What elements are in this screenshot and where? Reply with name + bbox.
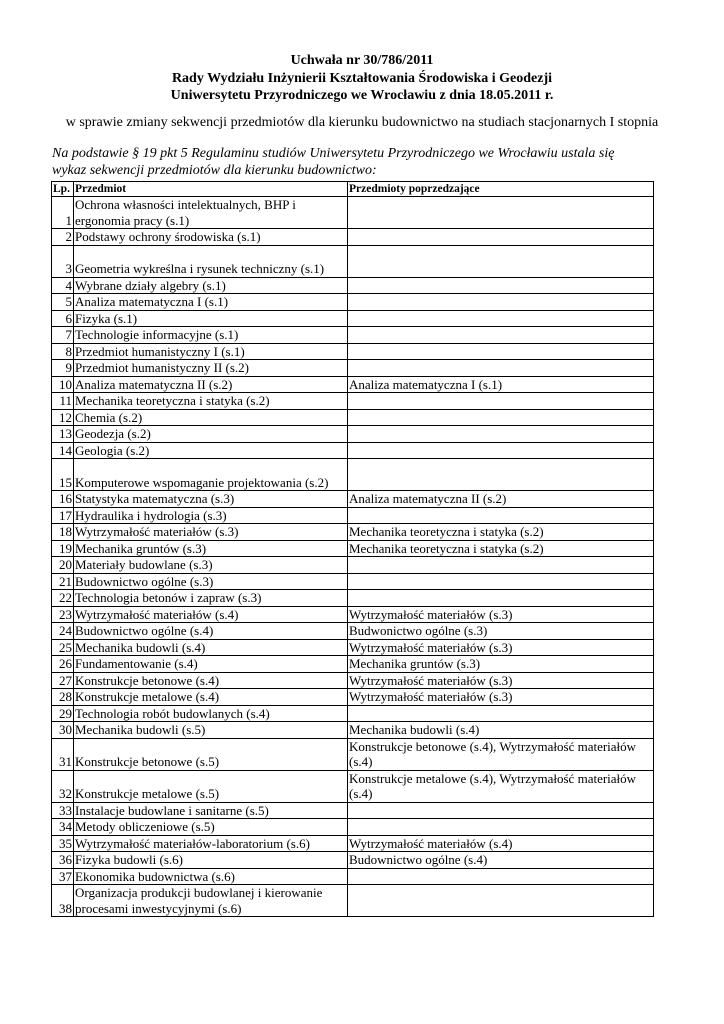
row-number: 14	[52, 442, 74, 459]
prerequisites-cell	[348, 590, 654, 607]
row-number: 2	[52, 229, 74, 246]
prerequisites-cell	[348, 229, 654, 246]
prerequisites-cell	[348, 459, 654, 491]
table-row	[52, 672, 654, 689]
prerequisites-cell: Mechanika gruntów (s.3)	[348, 656, 654, 673]
subject-cell: Organizacja produkcji budowlanej i kierowanie procesami inwestycyjnymi (s.6)	[74, 885, 348, 917]
table-row	[52, 376, 654, 393]
table-row	[52, 491, 654, 508]
prerequisites-cell	[348, 310, 654, 327]
header-lp: Lp.	[52, 182, 74, 197]
subject-cell: Konstrukcje betonowe (s.4)	[74, 672, 348, 689]
prerequisites-cell	[348, 277, 654, 294]
heading-line-2: Rady Wydziału Inżynierii Kształtowania Środowiska i Geodezji	[171, 70, 553, 86]
table-row	[52, 606, 654, 623]
row-number: 20	[52, 557, 74, 574]
prerequisites-cell	[348, 360, 654, 377]
heading-line-1: Uchwała nr 30/786/2011	[290, 53, 434, 68]
table-row	[52, 229, 654, 246]
prerequisites-cell	[348, 557, 654, 574]
subject-cell: Technologia betonów i zapraw (s.3)	[74, 590, 348, 607]
row-number: 38	[52, 885, 74, 917]
subject-cell: Fundamentowanie (s.4)	[74, 656, 348, 673]
table-row	[52, 573, 654, 590]
table-row	[52, 507, 654, 524]
table-row	[52, 770, 654, 802]
subject-cell: Ochrona własności intelektualnych, BHP i ergonomia pracy (s.1)	[74, 197, 348, 229]
prerequisites-cell	[348, 705, 654, 722]
heading-line-3: Uniwersytetu Przyrodniczego we Wrocławiu z dnia 18.05.2011 r.	[170, 88, 554, 103]
row-number: 5	[52, 294, 74, 311]
prerequisites-cell	[348, 426, 654, 443]
row-number: 10	[52, 376, 74, 393]
subject-cell: Komputerowe wspomaganie projektowania (s.2)	[74, 459, 348, 491]
table-row	[52, 656, 654, 673]
table-row	[52, 310, 654, 327]
prerequisites-cell	[348, 409, 654, 426]
prerequisites-cell: Wytrzymałość materiałów (s.3)	[348, 689, 654, 706]
subject-cell: Ekonomika budownictwa (s.6)	[74, 868, 348, 885]
row-number: 11	[52, 393, 74, 410]
subject-cell: Chemia (s.2)	[74, 409, 348, 426]
row-number: 24	[52, 623, 74, 640]
table-row	[52, 819, 654, 836]
table-row	[52, 557, 654, 574]
table-row	[52, 623, 654, 640]
subject-cell: Wytrzymałość materiałów (s.3)	[74, 524, 348, 541]
table-row	[52, 868, 654, 885]
prerequisites-cell: Mechanika budowli (s.4)	[348, 722, 654, 739]
subject-cell: Konstrukcje metalowe (s.4)	[74, 689, 348, 706]
subject-cell: Analiza matematyczna II (s.2)	[74, 376, 348, 393]
row-number: 26	[52, 656, 74, 673]
row-number: 19	[52, 540, 74, 557]
table-row	[52, 802, 654, 819]
row-number: 34	[52, 819, 74, 836]
table-row	[52, 360, 654, 377]
table-row	[52, 852, 654, 869]
row-number: 1	[52, 197, 74, 229]
row-number: 7	[52, 327, 74, 344]
table-row	[52, 409, 654, 426]
row-number: 33	[52, 802, 74, 819]
subject-cell: Geodezja (s.2)	[74, 426, 348, 443]
subject-cell: Statystyka matematyczna (s.3)	[74, 491, 348, 508]
row-number: 28	[52, 689, 74, 706]
row-number: 9	[52, 360, 74, 377]
row-number: 21	[52, 573, 74, 590]
table-row	[52, 393, 654, 410]
subject-cell: Fizyka budowli (s.6)	[74, 852, 348, 869]
table-body	[52, 197, 654, 917]
prerequisites-cell: Budownictwo ogólne (s.4)	[348, 852, 654, 869]
subject-cell: Geologia (s.2)	[74, 442, 348, 459]
prerequisites-cell	[348, 393, 654, 410]
table-row	[52, 835, 654, 852]
table-row	[52, 540, 654, 557]
table-row	[52, 885, 654, 917]
intro-line-2: wykaz sekwencji przedmiotów dla kierunku budownictwo:	[52, 162, 377, 178]
subject-cell: Wytrzymałość materiałów (s.4)	[74, 606, 348, 623]
prerequisites-cell: Analiza matematyczna II (s.2)	[348, 491, 654, 508]
subject-cell: Przedmiot humanistyczny II (s.2)	[74, 360, 348, 377]
table-row	[52, 277, 654, 294]
header-subject: Przedmiot	[74, 182, 348, 197]
prerequisites-cell	[348, 819, 654, 836]
table-row	[52, 343, 654, 360]
row-number: 16	[52, 491, 74, 508]
row-number: 31	[52, 738, 74, 770]
subject-cell: Przedmiot humanistyczny I (s.1)	[74, 343, 348, 360]
row-number: 8	[52, 343, 74, 360]
prerequisites-cell: Mechanika teoretyczna i statyka (s.2)	[348, 524, 654, 541]
row-number: 36	[52, 852, 74, 869]
table-row	[52, 689, 654, 706]
subject-cell: Wybrane działy algebry (s.1)	[74, 277, 348, 294]
prerequisites-cell: Budwonictwo ogólne (s.3)	[348, 623, 654, 640]
table-row	[52, 639, 654, 656]
row-number: 17	[52, 507, 74, 524]
table-row	[52, 197, 654, 229]
table-row	[52, 705, 654, 722]
resolution-heading	[0, 52, 724, 105]
prerequisites-cell	[348, 327, 654, 344]
resolution-subject: w sprawie zmiany sekwencji przedmiotów dla kierunku budownictwo na studiach stacjonarnych I stopnia	[65, 115, 659, 130]
table-row	[52, 426, 654, 443]
subject-cell: Analiza matematyczna I (s.1)	[74, 294, 348, 311]
table-row	[52, 738, 654, 770]
prerequisites-cell	[348, 197, 654, 229]
table-row	[52, 524, 654, 541]
prerequisites-cell	[348, 885, 654, 917]
table-row	[52, 245, 654, 277]
row-number: 27	[52, 672, 74, 689]
row-number: 32	[52, 770, 74, 802]
subject-cell: Budownictwo ogólne (s.3)	[74, 573, 348, 590]
row-number: 23	[52, 606, 74, 623]
prerequisites-cell: Mechanika teoretyczna i statyka (s.2)	[348, 540, 654, 557]
table-row	[52, 722, 654, 739]
table-row	[52, 327, 654, 344]
prerequisites-cell	[348, 294, 654, 311]
subject-cell: Mechanika teoretyczna i statyka (s.2)	[74, 393, 348, 410]
subject-cell: Materiały budowlane (s.3)	[74, 557, 348, 574]
prerequisites-cell: Analiza matematyczna I (s.1)	[348, 376, 654, 393]
subject-cell: Wytrzymałość materiałów-laboratorium (s.6)	[74, 835, 348, 852]
prerequisites-cell: Wytrzymałość materiałów (s.3)	[348, 672, 654, 689]
prerequisites-cell	[348, 343, 654, 360]
subject-sequence-table	[51, 181, 654, 917]
prerequisites-cell	[348, 573, 654, 590]
row-number: 6	[52, 310, 74, 327]
row-number: 18	[52, 524, 74, 541]
row-number: 12	[52, 409, 74, 426]
table-row	[52, 294, 654, 311]
subject-cell: Technologia robót budowlanych (s.4)	[74, 705, 348, 722]
header-prerequisites: Przedmioty poprzedzające	[348, 182, 654, 197]
subject-cell: Budownictwo ogólne (s.4)	[74, 623, 348, 640]
prerequisites-cell: Konstrukcje metalowe (s.4), Wytrzymałość materiałów (s.4)	[348, 770, 654, 802]
prerequisites-cell	[348, 442, 654, 459]
row-number: 35	[52, 835, 74, 852]
intro-paragraph	[52, 146, 662, 179]
subject-cell: Metody obliczeniowe (s.5)	[74, 819, 348, 836]
subject-cell: Technologie informacyjne (s.1)	[74, 327, 348, 344]
row-number: 15	[52, 459, 74, 491]
subject-cell: Fizyka (s.1)	[74, 310, 348, 327]
row-number: 3	[52, 245, 74, 277]
subject-cell: Konstrukcje betonowe (s.5)	[74, 738, 348, 770]
subject-cell: Mechanika budowli (s.4)	[74, 639, 348, 656]
prerequisites-cell	[348, 868, 654, 885]
prerequisites-cell: Konstrukcje betonowe (s.4), Wytrzymałość materiałów (s.4)	[348, 738, 654, 770]
prerequisites-cell: Wytrzymałość materiałów (s.4)	[348, 835, 654, 852]
table-header-row	[52, 182, 654, 197]
row-number: 25	[52, 639, 74, 656]
subject-cell: Hydraulika i hydrologia (s.3)	[74, 507, 348, 524]
intro-line-1: Na podstawie § 19 pkt 5 Regulaminu studiów Uniwersytetu Przyrodniczego we Wrocławiu ustala się	[52, 146, 615, 161]
table-row	[52, 590, 654, 607]
prerequisites-cell	[348, 245, 654, 277]
prerequisites-cell	[348, 507, 654, 524]
row-number: 37	[52, 868, 74, 885]
table-row	[52, 459, 654, 491]
subject-cell: Podstawy ochrony środowiska (s.1)	[74, 229, 348, 246]
row-number: 13	[52, 426, 74, 443]
row-number: 22	[52, 590, 74, 607]
row-number: 4	[52, 277, 74, 294]
table-row	[52, 442, 654, 459]
row-number: 30	[52, 722, 74, 739]
prerequisites-cell	[348, 802, 654, 819]
prerequisites-cell: Wytrzymałość materiałów (s.3)	[348, 639, 654, 656]
subject-cell: Instalacje budowlane i sanitarne (s.5)	[74, 802, 348, 819]
subject-cell: Konstrukcje metalowe (s.5)	[74, 770, 348, 802]
subject-cell: Mechanika gruntów (s.3)	[74, 540, 348, 557]
subject-cell: Mechanika budowli (s.5)	[74, 722, 348, 739]
prerequisites-cell: Wytrzymałość materiałów (s.3)	[348, 606, 654, 623]
subject-cell: Geometria wykreślna i rysunek techniczny (s.1)	[74, 245, 348, 277]
row-number: 29	[52, 705, 74, 722]
